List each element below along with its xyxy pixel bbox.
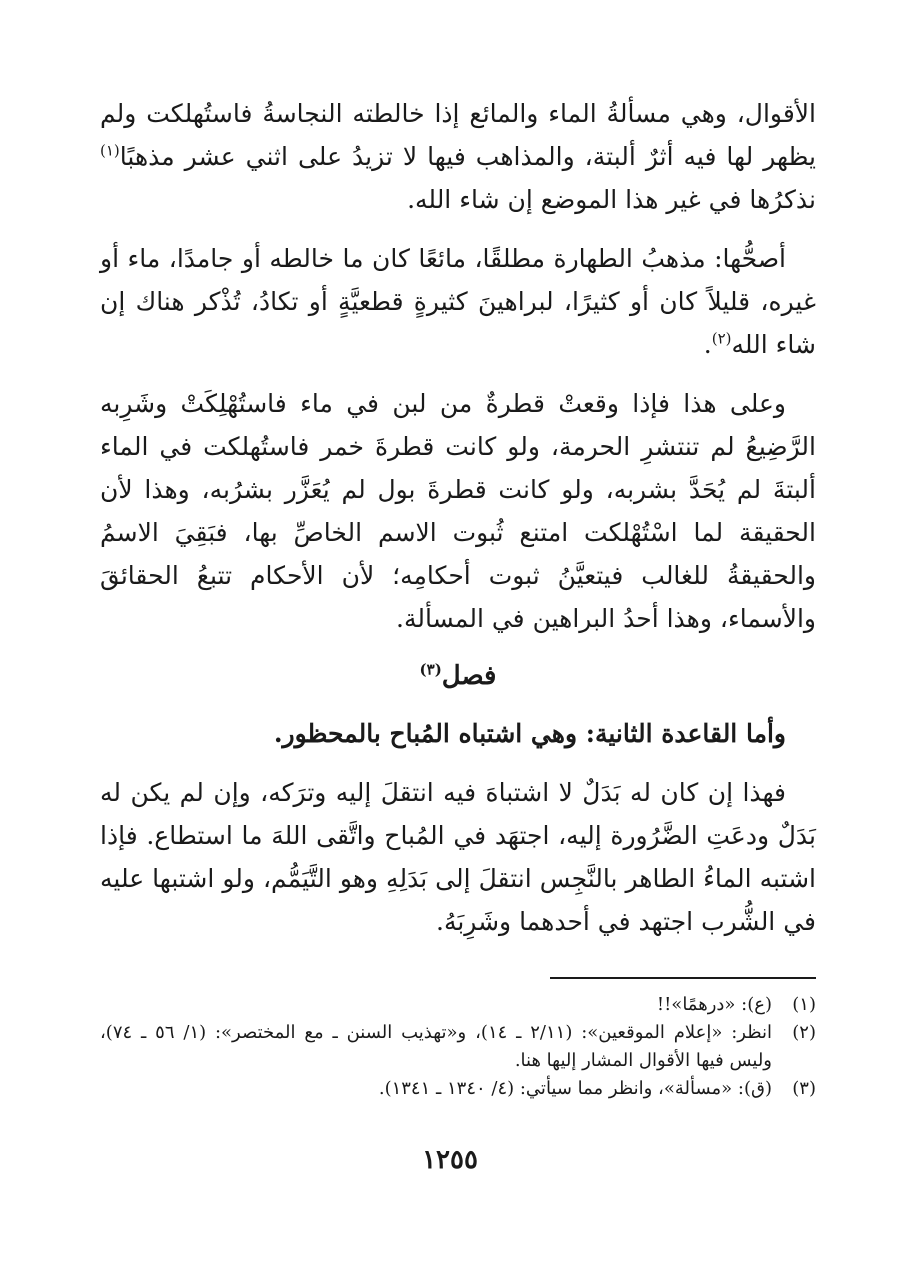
paragraph-2 (100, 237, 816, 366)
page-number: ١٢٥٥ (422, 1145, 478, 1175)
paragraph-1 (100, 92, 816, 221)
paragraph-3: وعلى هذا فإذا وقعتْ قطرةٌ من لبن في ماء فاستُهْلِكَتْ وشَرِبه الرَّضِيعُ لم تنتشرِ الحرمة، ولو كانت قطرةَ خمر فاستُهلكت في الماء ألبتةَ لم يُحَدَّ بشربه، ولو كانت قطرةَ بول لم يُعَزَّر بشرُبه، وهذا لأن الحقيقة لما اسْتُهْلكت امتنع ثُبوت الاسم الخاصِّ بها، فبَقِيَ الاسمُ والحقيقةُ للغالب فيتعيَّنُ ثبوت أحكامِه؛ لأن الأحكام تتبعُ الحقائقَ والأسماء، وهذا أحدُ البراهين في المسألة. (100, 389, 816, 633)
footnote-ref-2[interactable]: (٢) (711, 329, 732, 348)
footnote-1-text: (ع): «درهمًا»!! (656, 994, 772, 1015)
section-heading (100, 656, 816, 696)
paragraph-1-text: الأقوال، وهي مسألةُ الماء والمائع إذا خالطته النجاسةُ فاستُهلكت ولم يظهر لها فيه أثرٌ ألبتة، والمذاهب فيها لا تزيدُ على اثني عشر مذهبًا (100, 99, 816, 171)
footnote-3 (100, 1075, 816, 1103)
footnote-2 (100, 1019, 816, 1075)
footnote-1 (100, 991, 816, 1019)
footnote-2-text: انظر: «إعلام الموقعين»: (٢/١١ ـ ١٤)، و«تهذيب السنن ـ مع المختصر»: (١/ ٥٦ ـ ٧٤)، وليس فيها الأقوال المشار إليها هنا. (100, 1022, 773, 1071)
paragraph-2-text: أصحُّها: مذهبُ الطهارة مطلقًا، مائعًا كان ما خالطه أو جامدًا، ماء أو غيره، قليلاً كان أو كثيرًا، لبراهينَ كثيرةٍ قطعيَّةٍ أو تكادُ، تُذْكر هناك إن شاء الله (100, 244, 816, 359)
footnote-ref-1[interactable]: (١) (100, 141, 120, 160)
footnote-3-number: (٣) (792, 1078, 816, 1099)
footnote-2-number: (٢) (792, 1022, 816, 1043)
paragraph-4: فهذا إن كان له بَدَلٌ لا اشتباهَ فيه انتقلَ إليه وترَكه، وإن لم يكن له بَدَلٌ ودعَتِ الضَّرُورة إليه، اجتهَد في المُباح واتَّقى اللهَ ما استطاع. فإذا اشتبه الماءُ الطاهر بالنَّجِس انتقلَ إلى بَدَلِهِ وهو التَّيَمُّم، ولو اشتبها عليه في الشُّرب اجتهد في أحدهما وشَرِبَهُ. (100, 778, 816, 936)
paragraph-2-end: . (703, 330, 712, 359)
footnote-1-number: (١) (792, 994, 816, 1015)
rule-title: وأما القاعدة الثانية: وهي اشتباه المُباح بالمحظور. (273, 719, 786, 748)
page-body (100, 92, 816, 1103)
paragraph-1-end: نذكرُها في غير هذا الموضع إن شاء الله. (407, 185, 816, 214)
footnote-ref-3[interactable]: (٣) (419, 660, 442, 679)
section-heading-text: فصل (441, 661, 497, 691)
footnote-3-text: (ق): «مسألة»، وانظر مما سيأتي: (٤/ ١٣٤٠ ـ ١٣٤١). (378, 1078, 772, 1099)
footnote-divider (550, 977, 816, 979)
